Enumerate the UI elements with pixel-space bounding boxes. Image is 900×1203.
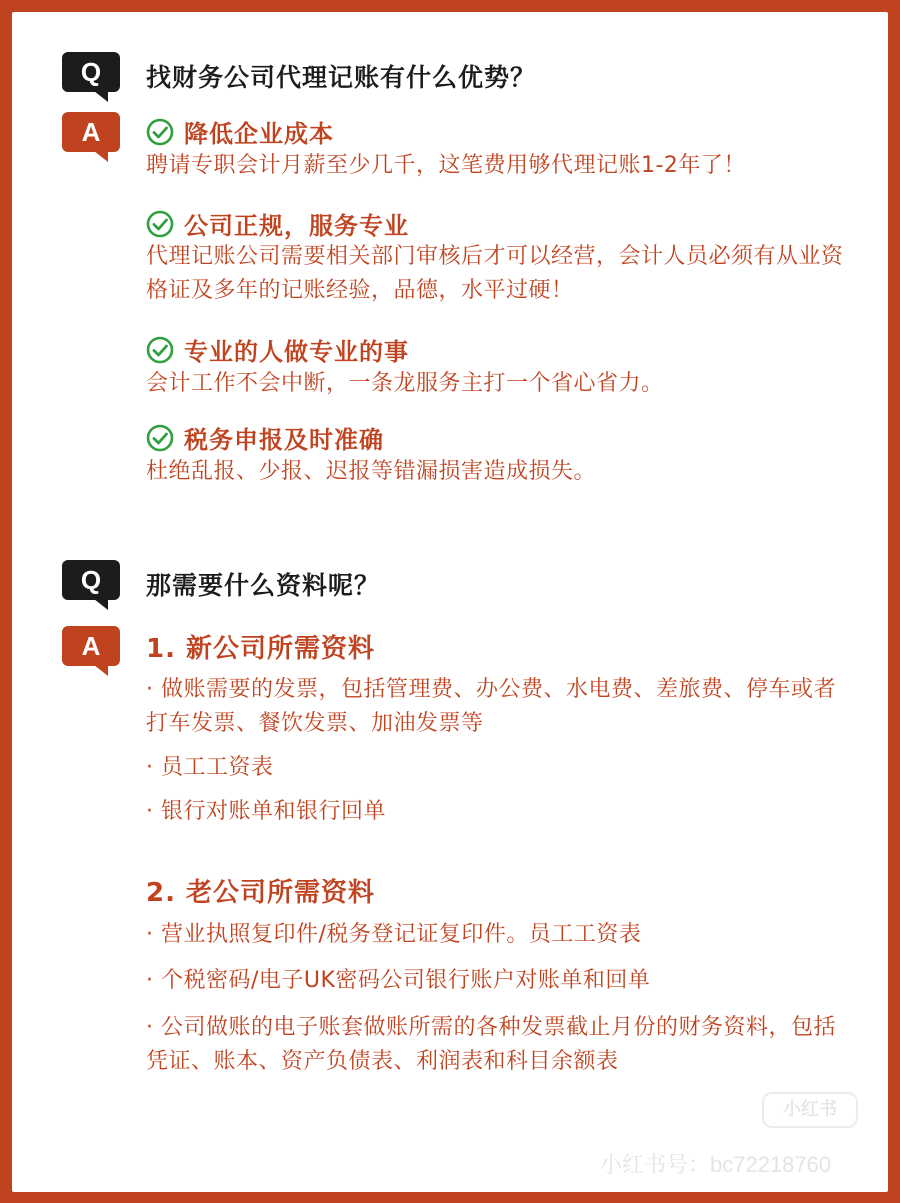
advantage-text: 聘请专职会计月薪至少几千，这笔费用够代理记账1-2年了！ <box>146 153 746 178</box>
section-title: 1. 新公司所需资料 <box>146 634 376 664</box>
advantage-title-text: 税务申报及时准确 <box>184 426 384 454</box>
advantage-title-text: 专业的人做专业的事 <box>184 338 409 366</box>
advantage-text: 杜绝乱报、少报、迟报等错漏损害造成损失。 <box>146 459 597 484</box>
section-title: 2. 老公司所需资料 <box>146 878 376 908</box>
list-item: · 公司做账的电子账套做账所需的各种发票截止月份的财务资料，包括凭证、账本、资产负债表、利润表和科目余额表 <box>146 1015 836 1074</box>
answer-badge: A <box>62 626 120 666</box>
check-circle-icon <box>146 210 174 238</box>
list-item: · 营业执照复印件/税务登记证复印件。员工工资表 <box>146 922 642 947</box>
watermark-text: 小红书号：bc72218760 <box>600 1152 832 1177</box>
question-badge: Q <box>62 560 120 600</box>
answer-badge: A <box>62 112 120 152</box>
question-1: 找财务公司代理记账有什么优势？ <box>146 63 537 92</box>
check-circle-icon <box>146 424 174 452</box>
list-item: · 个税密码/电子UK密码公司银行账户对账单和回单 <box>146 968 651 993</box>
advantage-title <box>146 206 409 241</box>
advantage-text: 会计工作不会中断，一条龙服务主打一个省心省力。 <box>146 371 664 396</box>
list-item: · 员工工资表 <box>146 755 274 780</box>
question-2: 那需要什么资料呢？ <box>146 571 381 600</box>
advantage-title <box>146 332 409 367</box>
advantage-title <box>146 420 384 455</box>
question-badge: Q <box>62 52 120 92</box>
list-item: · 银行对账单和银行回单 <box>146 799 386 824</box>
check-circle-icon <box>146 118 174 146</box>
check-circle-icon <box>146 336 174 364</box>
advantage-text: 代理记账公司需要相关部门审核后才可以经营，会计人员必须有从业资格证及多年的记账经验，品德，水平过硬！ <box>146 244 844 303</box>
list-item: · 做账需要的发票，包括管理费、办公费、水电费、差旅费、停车或者打车发票、餐饮发票、加油发票等 <box>146 677 836 736</box>
advantage-title-text: 降低企业成本 <box>184 120 334 148</box>
watermark-logo: 小红书 <box>762 1092 858 1128</box>
advantage-title <box>146 114 334 149</box>
advantage-title-text: 公司正规，服务专业 <box>184 212 409 240</box>
